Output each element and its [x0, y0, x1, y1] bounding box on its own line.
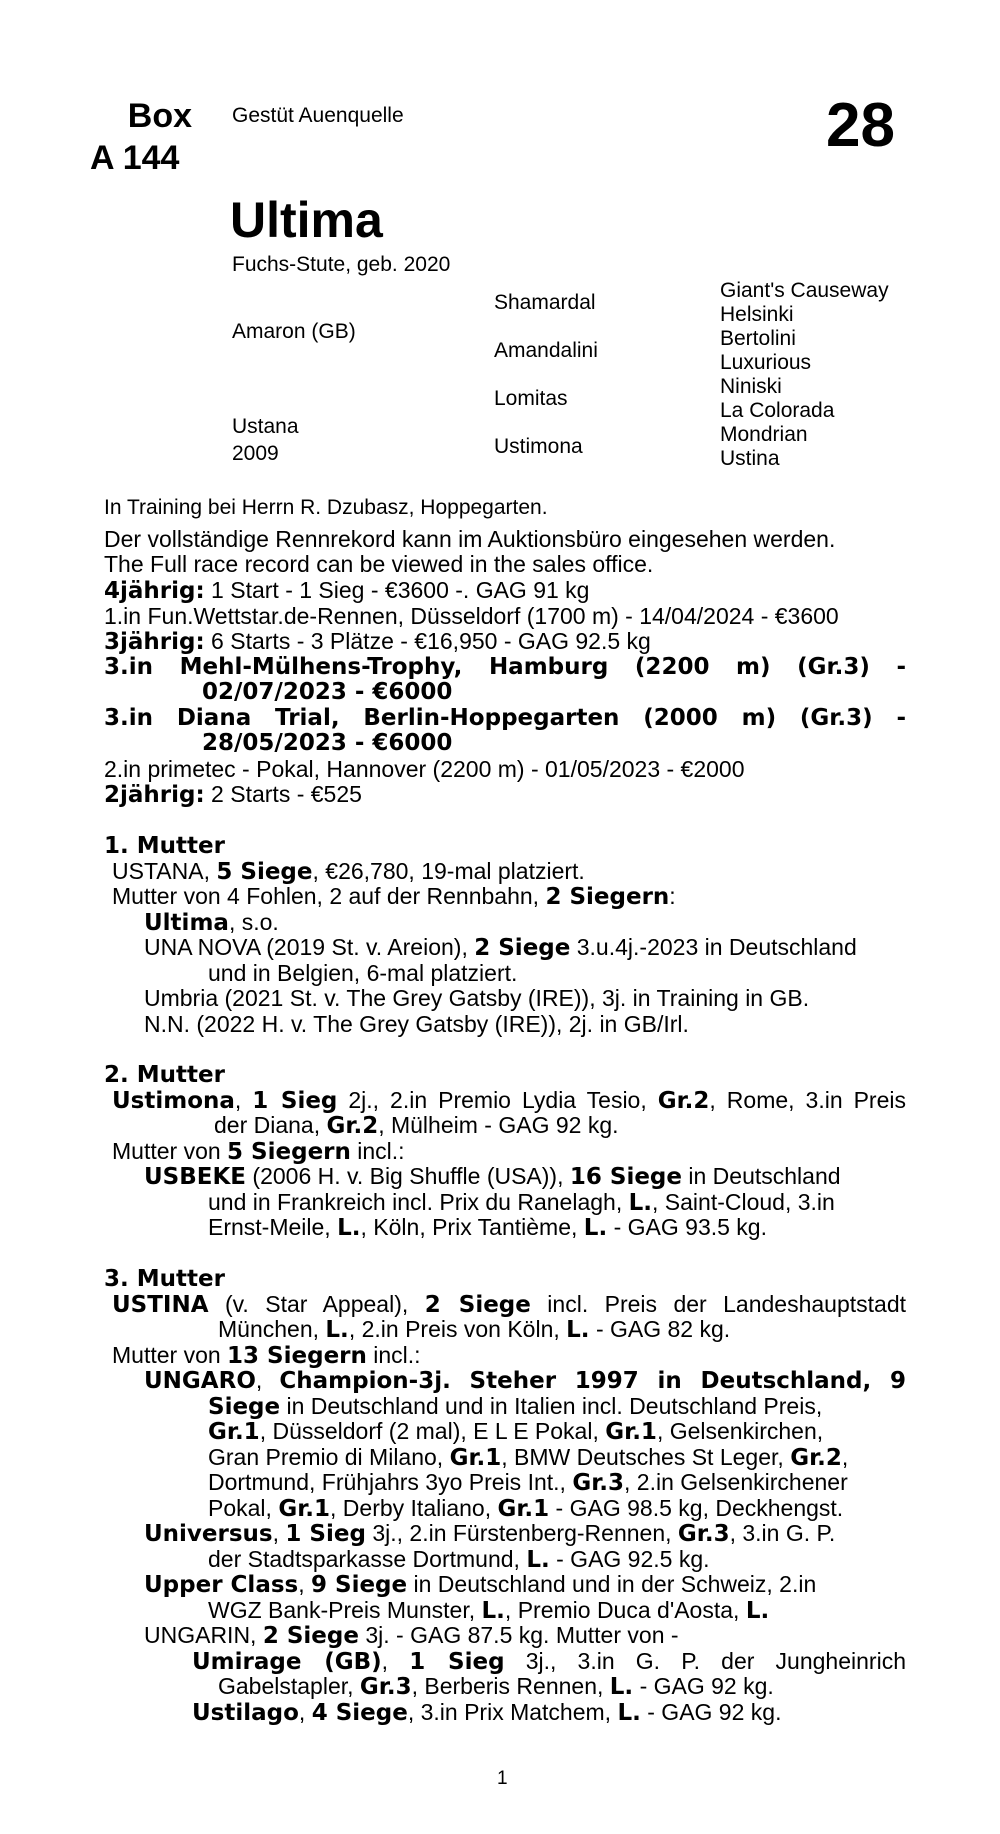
dam3-line8 [208, 1470, 848, 1497]
dam3-line6 [208, 1419, 823, 1446]
dam3-l17-bold2: 4 Siege [311, 1700, 408, 1726]
dam3-l6-bold2: Gr.1 [605, 1419, 657, 1445]
dam2-l2-bold: Gr.2 [326, 1113, 379, 1139]
dam1-l2-bold: 2 Siegern [545, 884, 670, 910]
box-number: A 144 [90, 139, 180, 177]
dam2-l6-bold: L. [337, 1215, 361, 1241]
dam3-line9 [208, 1496, 843, 1523]
dam3-l17-bold: Ustilago [192, 1700, 299, 1726]
dam2-line6 [208, 1215, 767, 1242]
age3-text: 6 Starts - 3 Plätze - €16,950 - GAG 92.5 kg [204, 628, 651, 654]
dam3-l16-bold: Gr.3 [359, 1674, 412, 1700]
dam3-l5-bold: Siege [208, 1394, 281, 1420]
dam2-l4-bold2: 16 Siege [569, 1164, 682, 1190]
dam2-l2-text: der Diana, [214, 1112, 327, 1138]
dam3-l17-sep: , [298, 1699, 312, 1725]
dam3-l12-sep: , [298, 1571, 311, 1597]
pedigree-sire: Amaron (GB) [232, 320, 356, 343]
age3-place1-line1: 3.in Mehl-Mülhens-Trophy, Hamburg (2200 m) (Gr.3) - [104, 654, 906, 680]
dam3-line16 [218, 1674, 774, 1701]
dam3-l9-text: Pokal, [208, 1495, 279, 1521]
age3-place3: 2.in primetec - Pokal, Hannover (2200 m) - 01/05/2023 - €2000 [104, 756, 745, 782]
dam3-l7-bold: Gr.1 [449, 1445, 502, 1471]
dam3-l11-bold: L. [526, 1547, 550, 1573]
dam3-l2-text2: , 2.in Preis von Köln, [348, 1316, 567, 1342]
dam1-line6: Umbria (2021 St. v. The Grey Gatsby (IRE)), 3j. in Training in GB. [144, 985, 810, 1011]
dam2-l6-bold2: L. [583, 1215, 608, 1241]
dam2-l4-text2: in Deutschland [682, 1163, 841, 1189]
dam3-l7-text: Gran Premio di Milano, [208, 1444, 450, 1470]
dam3-l7-text3: , [841, 1444, 849, 1470]
dam3-l9-bold: Gr.1 [278, 1496, 331, 1522]
dam3-l1-bold: USTINA [112, 1292, 209, 1318]
dam1-line4 [144, 935, 857, 962]
dam3-l13-bold2: L. [745, 1598, 770, 1624]
age4-line [104, 578, 589, 605]
dam3-l1-bold2: 2 Siege [424, 1292, 531, 1318]
dam2-l6-text2: , Köln, Prix Tantième, [360, 1214, 584, 1240]
dam1-l3-bold: Ultima [144, 910, 229, 936]
dam1-l1-text: USTANA, [112, 858, 217, 884]
dam3-l6-bold: Gr.1 [208, 1419, 260, 1445]
dam3-l15-text: 3j., 3.in G. P. der Jungheinrich [504, 1648, 906, 1674]
pedigree-dam: Ustana [232, 415, 299, 438]
dam3-l4-bold: UNGARO [144, 1368, 256, 1394]
dam3-l2-bold2: L. [566, 1317, 590, 1343]
age3-line [104, 629, 651, 656]
dam1-l2-text2: : [669, 883, 676, 909]
dam3-l15-sep: , [381, 1648, 410, 1674]
dam3-l10-text: 3j., 2.in Fürstenberg-Rennen, [365, 1520, 678, 1546]
pedigree-gen3-0: Giant's Causeway [720, 279, 889, 302]
dam1-l4-text: UNA NOVA (2019 St. v. Areion), [144, 934, 475, 960]
dam3-line15 [192, 1649, 906, 1676]
dam3-l11-text: der Stadtsparkasse Dortmund, [208, 1546, 527, 1572]
dam3-line1 [112, 1292, 906, 1319]
dam3-l13-text: WGZ Bank-Preis Munster, [208, 1597, 482, 1623]
dam3-l13-text2: , Premio Duca d'Aosta, [504, 1597, 746, 1623]
dam2-l5-text2: , Saint-Cloud, 3.in [652, 1189, 835, 1215]
dam3-l10-bold: Universus [144, 1521, 273, 1547]
dam3-line17 [192, 1700, 781, 1727]
dam3-l15-bold: Umirage (GB) [192, 1649, 382, 1675]
dam2-l5-bold: L. [628, 1190, 653, 1216]
dam3-l1-text: (v. Star Appeal), [208, 1291, 425, 1317]
pedigree-gen3-2: Bertolini [720, 327, 796, 350]
age4-label: 4jährig: [104, 578, 205, 604]
dam3-l14-bold: 2 Siege [262, 1623, 359, 1649]
dam1-line3 [144, 910, 279, 937]
dam3-l8-text2: , 2.in Gelsenkirchener [624, 1469, 848, 1495]
dam3-l12-bold2: 9 Siege [311, 1572, 408, 1598]
dam3-line13 [208, 1598, 769, 1625]
dam3-l14-text2: 3j. - GAG 87.5 kg. Mutter von - [358, 1622, 679, 1648]
dam2-heading: 2. Mutter [104, 1062, 225, 1088]
dam2-l1-bold3: Gr.2 [657, 1088, 710, 1114]
dam2-line1 [112, 1088, 906, 1115]
dam2-l1-bold: Ustimona [112, 1088, 235, 1114]
dam3-line14 [144, 1623, 679, 1650]
race-record-note-en: The Full race record can be viewed in the sales office. [104, 551, 654, 577]
dam3-l13-bold: L. [481, 1598, 505, 1624]
age3-label: 3jährig: [104, 629, 205, 655]
pedigree-gen2-0: Shamardal [494, 291, 596, 314]
dam2-l1-text2: , Rome, 3.in Preis [709, 1087, 906, 1113]
dam2-l5-text: und in Frankreich incl. Prix du Ranelagh, [208, 1189, 629, 1215]
age4-text: 1 Start - 1 Sieg - €3600 -. GAG 91 kg [204, 577, 590, 603]
box-label: Box [127, 97, 192, 135]
dam2-l3-text: Mutter von [112, 1138, 228, 1164]
dam3-l6-text2: , Gelsenkirchen, [656, 1418, 824, 1444]
dam3-l14-text: UNGARIN, [144, 1622, 263, 1648]
age3-place2-line2: 28/05/2023 - €6000 [202, 730, 453, 756]
dam3-l17-bold3: L. [617, 1700, 641, 1726]
pedigree-gen3-1: Helsinki [720, 303, 794, 326]
dam3-l8-text: Dortmund, Frühjahrs 3yo Preis Int., [208, 1469, 573, 1495]
dam3-l3-bold: 13 Siegern [227, 1343, 367, 1369]
dam3-line12 [144, 1572, 816, 1599]
dam1-line2 [112, 884, 676, 911]
dam3-l11-text2: - GAG 92.5 kg. [549, 1546, 710, 1572]
dam1-l4-text2: 3.u.4j.-2023 in Deutschland [570, 934, 857, 960]
dam3-l6-text: , Düsseldorf (2 mal), E L E Pokal, [259, 1418, 606, 1444]
page-number: 1 [497, 1768, 508, 1789]
dam2-l1-sep: , [234, 1087, 253, 1113]
dam1-heading: 1. Mutter [104, 833, 225, 859]
dam2-l2-text2: , Mülheim - GAG 92 kg. [378, 1112, 619, 1138]
dam3-l10-bold3: Gr.3 [677, 1521, 730, 1547]
pedigree-gen3-4: Niniski [720, 375, 782, 398]
dam3-l4-bold2: Champion-3j. Steher 1997 in Deutschland, 9 [279, 1368, 906, 1394]
dam2-line5 [208, 1190, 835, 1217]
dam3-line11 [208, 1547, 710, 1574]
dam1-l4-bold: 2 Siege [474, 935, 571, 961]
dam2-l4-bold: USBEKE [144, 1164, 247, 1190]
dam1-line1 [112, 859, 585, 886]
dam3-l10-bold2: 1 Sieg [285, 1521, 366, 1547]
dam3-l5-text: in Deutschland und in Italien incl. Deutschland Preis, [280, 1393, 823, 1419]
dam3-line3 [112, 1343, 421, 1370]
dam1-l2-text: Mutter von 4 Fohlen, 2 auf der Rennbahn, [112, 883, 546, 909]
dam3-l9-text3: - GAG 98.5 kg, Deckhengst. [549, 1495, 844, 1521]
dam3-l2-text3: - GAG 82 kg. [589, 1316, 731, 1342]
dam2-line2 [214, 1113, 619, 1140]
dam3-l4-sep: , [255, 1367, 280, 1393]
dam3-line2 [218, 1317, 730, 1344]
dam3-l7-text2: , BMW Deutsches St Leger, [501, 1444, 791, 1470]
dam3-l17-text2: - GAG 92 kg. [640, 1699, 782, 1725]
dam2-l3-text2: incl.: [350, 1138, 405, 1164]
dam3-l17-text: , 3.in Prix Matchem, [407, 1699, 618, 1725]
dam3-l15-bold2: 1 Sieg [409, 1649, 505, 1675]
age2-label: 2jährig: [104, 782, 205, 808]
dam3-l10-sep: , [272, 1520, 286, 1546]
age3-place1-line2: 02/07/2023 - €6000 [202, 679, 453, 705]
pedigree-gen2-2: Lomitas [494, 387, 568, 410]
dam3-l9-text2: , Derby Italiano, [330, 1495, 498, 1521]
pedigree-gen3-5: La Colorada [720, 399, 835, 422]
lot-number: 28 [826, 91, 895, 160]
dam3-line7 [208, 1445, 848, 1472]
dam3-l10-text2: , 3.in G. P. [729, 1520, 836, 1546]
dam2-l4-text: (2006 H. v. Big Shuffle (USA)), [246, 1163, 570, 1189]
dam3-line5 [208, 1394, 822, 1421]
pedigree-gen2-3: Ustimona [494, 435, 583, 458]
dam3-l2-bold: L. [325, 1317, 349, 1343]
dam1-line5: und in Belgien, 6-mal platziert. [208, 960, 518, 986]
dam3-l12-bold: Upper Class [144, 1572, 299, 1598]
dam1-line7: N.N. (2022 H. v. The Grey Gatsby (IRE)), 2j. in GB/Irl. [144, 1011, 689, 1037]
horse-name: Ultima [230, 192, 383, 248]
dam3-l2-text: München, [218, 1316, 326, 1342]
dam3-l16-text2: , Berberis Rennen, [411, 1673, 610, 1699]
pedigree-gen3-6: Mondrian [720, 423, 808, 446]
age4-win: 1.in Fun.Wettstar.de-Rennen, Düsseldorf (1700 m) - 14/04/2024 - €3600 [104, 603, 839, 629]
consignor: Gestüt Auenquelle [232, 104, 404, 127]
dam3-l7-bold2: Gr.2 [790, 1445, 842, 1471]
dam2-l3-bold: 5 Siegern [227, 1139, 351, 1165]
age2-text: 2 Starts - €525 [204, 781, 362, 807]
dam3-l1-text2: incl. Preis der Landeshauptstadt [530, 1291, 907, 1317]
pedigree-dam-year: 2009 [232, 442, 279, 465]
pedigree-gen3-7: Ustina [720, 447, 780, 470]
pedigree-gen3-3: Luxurious [720, 351, 812, 374]
dam1-l1-bold: 5 Siege [216, 859, 313, 885]
dam1-l3-text: , s.o. [228, 909, 279, 935]
dam2-l1-bold2: 1 Sieg [252, 1088, 338, 1114]
dam1-l1-text2: , €26,780, 19-mal platziert. [312, 858, 585, 884]
dam2-line4 [144, 1164, 841, 1191]
dam3-line10 [144, 1521, 835, 1548]
dam3-l16-text3: - GAG 92 kg. [633, 1673, 774, 1699]
pedigree-gen2-1: Amandalini [494, 339, 598, 362]
horse-description: Fuchs-Stute, geb. 2020 [232, 253, 451, 276]
dam3-heading: 3. Mutter [104, 1266, 225, 1292]
dam2-l1-text: 2j., 2.in Premio Lydia Tesio, [337, 1087, 658, 1113]
dam3-l8-bold: Gr.3 [572, 1470, 624, 1496]
dam2-line3 [112, 1139, 405, 1166]
dam2-l6-text: Ernst-Meile, [208, 1214, 338, 1240]
dam3-line4 [144, 1368, 906, 1395]
race-record-note-de: Der vollständige Rennrekord kann im Auktionsbüro eingesehen werden. [104, 526, 836, 552]
training-note: In Training bei Herrn R. Dzubasz, Hoppegarten. [104, 496, 548, 519]
age3-place2-line1: 3.in Diana Trial, Berlin-Hoppegarten (2000 m) (Gr.3) - [104, 705, 906, 731]
dam3-l3-text: Mutter von [112, 1342, 228, 1368]
dam3-l9-bold2: Gr.1 [497, 1496, 550, 1522]
dam3-l16-bold2: L. [609, 1674, 634, 1700]
dam3-l3-text2: incl.: [366, 1342, 421, 1368]
age2-line [104, 782, 362, 809]
dam2-l6-text3: - GAG 93.5 kg. [607, 1214, 767, 1240]
dam3-l16-text: Gabelstapler, [218, 1673, 360, 1699]
dam3-l12-text: in Deutschland und in der Schweiz, 2.in [407, 1571, 817, 1597]
